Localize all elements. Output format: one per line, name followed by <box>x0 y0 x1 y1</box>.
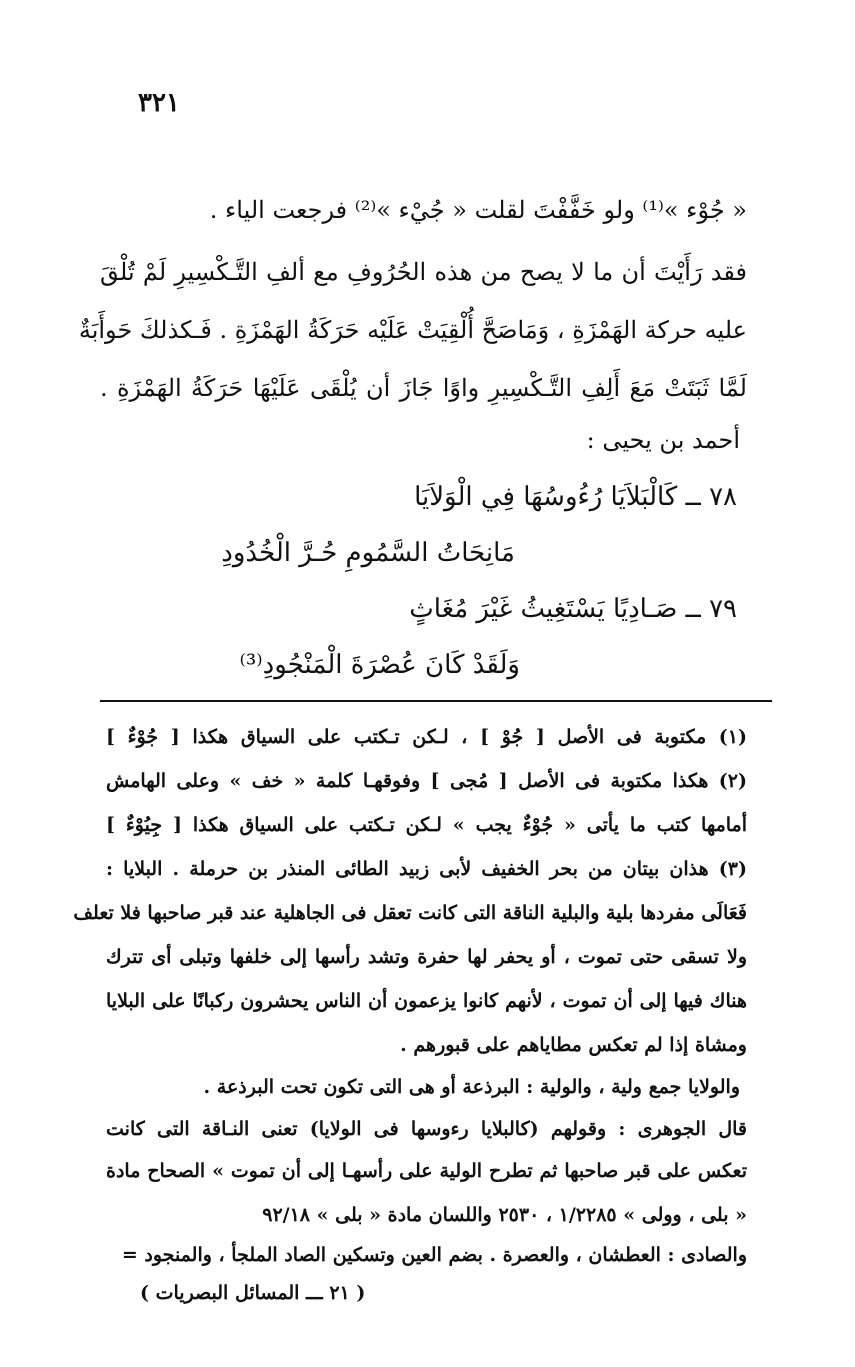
body-line: فقد رَأَيْتَ أن ما لا يصح من هذه الحُرُوفِ مع ألفِ التَّـكْسِيرِ لَمْ تُلْقَ <box>100 258 747 286</box>
footnote-line: (٢) هكذا مكتوبة فى الأصل [ مُجى ] وفوقهـا كلمة « خف » وعلى الهامش <box>106 770 747 792</box>
page-number: ٣٢١ <box>138 88 180 118</box>
footnote-line: أمامها كتب ما يأتى « جُوْءٌ يجب » لـكن تـكتب على السياق هكذا [ جِيُوْءٌ ] <box>106 814 747 836</box>
footnote-divider <box>100 700 772 702</box>
body-line: لَمَّا ثَبَتَتْ مَعَ أَلِفِ التَّـكْسِيرِ واوًا جَازَ أن يُلْقَى عَلَيْهَا حَرَكَةُ الهَمْزَةِ . <box>100 374 747 402</box>
body-line: عليه حركة الهَمْزَةِ ، وَمَاصَحَّ أُلْقِيَتْ عَلَيْه حَرَكَةُ الهَمْزَةِ . فَـكذلكَ حَوأَبَةٌ <box>78 316 747 344</box>
footnote-line: « بلى ، وولى » ١/٢٢٨٥ ، ٢٥٣٠ واللسان مادة « بلى » ٩٢/١٨ <box>262 1204 747 1226</box>
footnote-line: ولا تسقى حتى تموت ، أو يحفر لها حفرة وتشد رأسها إلى خلفها وتبلى أى تترك <box>106 946 747 968</box>
footnote-line: (١) مكتوبة فى الأصل [ جُوْ ] ، لـكن تـكتب على السياق هكذا [ جُوْءٌ ] <box>106 726 747 748</box>
verse-line: مَانِحَاتُ السَّمُومِ حُـرَّ الْخُدُودِ <box>221 538 515 568</box>
signature-mark: ( ٢١ ـــ المسائل البصريات ) <box>140 1282 366 1304</box>
footnote-line: والصادى : العطشان ، والعصرة . بضم العين وتسكين الصاد الملجأ ، والمنجود = <box>121 1244 747 1266</box>
footnote-line: فَعَالَى مفردها بلية والبلية الناقة التى كانت تعقل فى الجاهلية عند قبر صاحبها فلا تعلف <box>73 902 747 924</box>
verse-line: ٧٨ ــ كَالْبَلاَيَا رُءُوسُهَا فِي الْوَلاَيَا <box>414 482 737 512</box>
footnote-line: (٣) هذان بيتان من بحر الخفيف لأبى زبيد الطائى المنذر بن حرملة . البلايا : <box>106 858 747 880</box>
body-line: « جُوْء »⁽¹⁾ ولو خَفَّفْتَ لقلت « جُيْء »⁽²⁾ فرجعت الياء . <box>209 196 747 224</box>
verse-line: وَلَقَدْ كَانَ عُصْرَةَ الْمَنْجُودِ⁽³⁾ <box>239 650 520 680</box>
footnote-line: ومشاة إذا لم تعكس مطاياهم على قبورهم . <box>400 1034 747 1056</box>
verse-line: ٧٩ ــ صَـادِيًا يَسْتَغِيثُ غَيْرَ مُغَاثٍ <box>409 594 737 624</box>
footnote-line: والولايا جمع ولية ، والولية : البرذعة أو هى التى تكون تحت البرذعة . <box>203 1076 740 1098</box>
footnote-line: قال الجوهرى : وقولهم (كالبلايا رءوسها فى الولايا) تعنى النـاقة التى كانت <box>106 1118 747 1140</box>
footnote-line: هناك فيها إلى أن تموت ، لأنهم كانوا يزعمون أن الناس يحشرون ركبانًا على البلايا <box>106 990 747 1012</box>
footnote-line: تعكس على قبر صاحبها ثم تطرح الولية على رأسهـا إلى أن تموت » الصحاح مادة <box>106 1160 747 1182</box>
attribution: أحمد بن يحيى : <box>586 426 740 454</box>
